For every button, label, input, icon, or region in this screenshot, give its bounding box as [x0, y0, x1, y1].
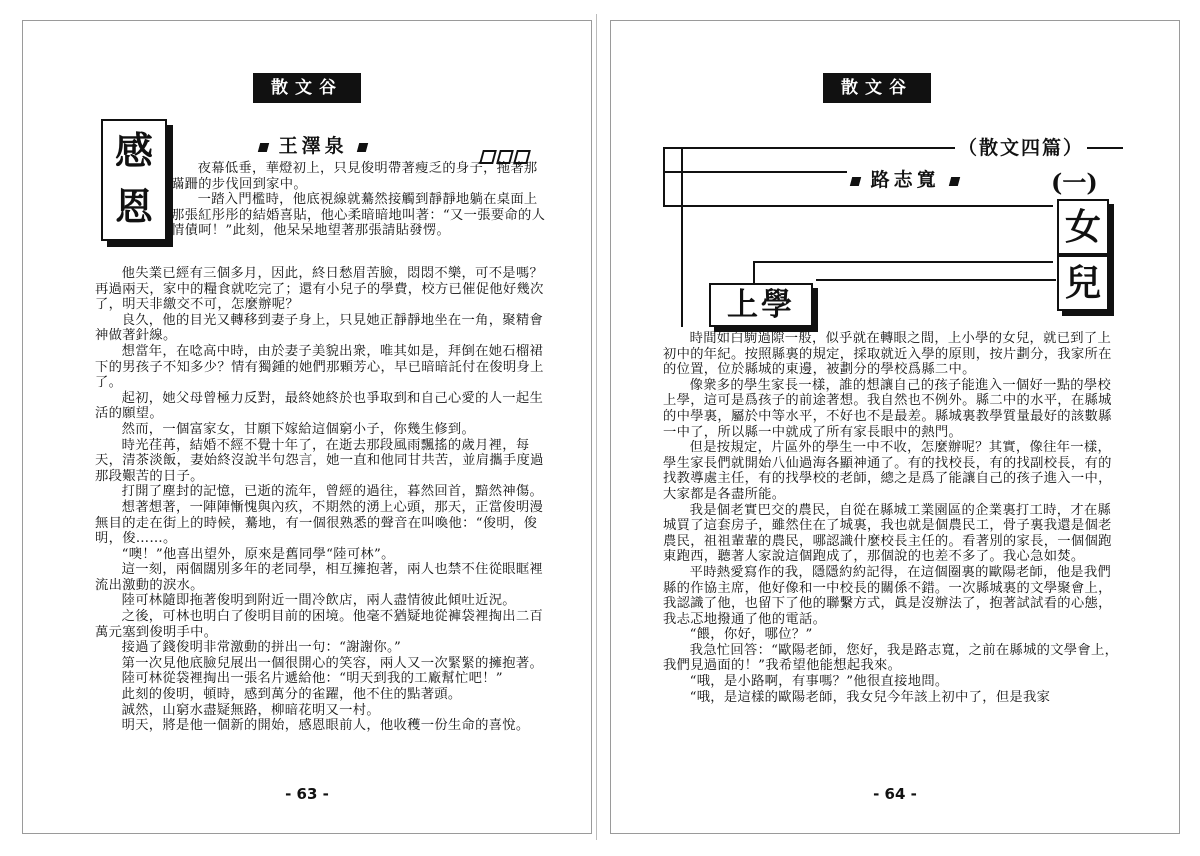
paragraph: 我急忙回答：“歐陽老師，您好，我是路志寬，之前在縣城的文學會上，我們見過面的！”我希望他能想起我來。 — [663, 642, 1119, 674]
paragraph: 之後，可林也明白了俊明目前的困境。他毫不猶疑地從褲袋裡掏出二百萬元塞到俊明手中。 — [95, 609, 544, 640]
author-line — [847, 165, 963, 192]
paragraph: 我是個老實巴交的農民，自從在縣城工業園區的企業裏打工時，才在縣城買了這套房子，雖然住在了城裏，我也就是個農民工，骨子裏我還是個老農民，祖祖輩輩的農民，哪認識什麼校長主任的。看著別的家長，一個個跑東跑西，聽著人家說這個跑成了，那個說的也差不多了。我心急如焚。 — [663, 502, 1112, 565]
paragraph: 接過了錢俊明非常激動的拼出一句：“謝謝你。” — [121, 640, 402, 656]
paragraph: 然而，一個富家女，甘願下嫁給這個窮小子，你幾生修到。 — [121, 421, 476, 437]
paragraph: “哦，是小路啊，有事嗎？”他很直接地問。 — [689, 674, 949, 690]
square-bullet-icon — [850, 177, 861, 186]
paragraph: 這一刻，兩個闊別多年的老同學，相互擁抱著，兩人也禁不住從眼眶裡流出激動的淚水。 — [95, 562, 544, 593]
square-bullet-icon — [258, 143, 269, 152]
author-line — [259, 131, 367, 158]
paragraph: 他失業已經有三個多月，因此，終日愁眉苦臉，悶悶不樂，可不是嗎？再過兩天，家中的糧食就吃完了；還有小兒子的學費，校方已催促他好幾次了，明天非繳交不可，怎麼辦呢？ — [95, 266, 544, 313]
paragraph: 打開了塵封的記憶，已逝的流年，曾經的過往，暮然回首，黯然神傷。 — [121, 484, 544, 500]
paragraph: 夜幕低垂，華燈初上，只見俊明帶著瘦乏的身子，拖著那蹣跚的步伐回到家中。 — [171, 161, 538, 192]
page-number: - 63 - — [285, 785, 329, 803]
paragraph: 陸可林隨即拖著俊明到附近一間冷飲店，兩人盡情彼此傾吐近況。 — [121, 593, 516, 609]
paragraph: 第一次見他底臉兒展出一個很開心的笑容，兩人又一次緊緊的擁抱著。 — [121, 655, 544, 671]
part-number: (一) — [1051, 168, 1098, 197]
paragraph: 時光荏苒，結婚不經不覺十年了，在逝去那段風雨飄搖的歲月裡，每天，清茶淡飯，妻始終沒說半句怨言，她一直和他同甘共苦，並肩攜手度過那段艱苦的日子。 — [95, 437, 544, 484]
paragraph: 良久，他的目光又轉移到妻子身上，只見她正靜靜地坐在一角，聚精會神做著針線。 — [95, 312, 544, 344]
page-number: - 64 - — [873, 785, 917, 803]
spine-gutter — [596, 14, 597, 840]
paragraph: 此刻的俊明，頓時，感到萬分的雀躍，他不住的點著頭。 — [121, 687, 462, 703]
paragraph: 陸可林從袋裡掏出一張名片遞給他：“明天到我的工廠幫忙吧！” — [121, 671, 503, 687]
section-badge: 散文谷 — [253, 73, 361, 103]
title-rule — [816, 279, 1056, 281]
paragraph: 想當年，在唸高中時，由於妻子美貌出衆，唯其如是，拜倒在她石榴裙下的男孩子不知多少？情有獨鍾的她們那顆芳心，早已暗暗託付在俊明身上了。 — [95, 343, 544, 391]
paragraph: 起初，她父母曾極力反對，最終她終於也爭取到和自己心愛的人一起生活的願望。 — [95, 390, 544, 422]
author-name: 王澤泉 — [278, 135, 348, 157]
title-rule — [753, 261, 1053, 263]
title-rule — [681, 147, 683, 327]
title-char-1: 感 — [114, 128, 153, 173]
title-char-2: 恩 — [114, 184, 153, 229]
title-char-box: 兒 — [1057, 255, 1109, 311]
title-word-box: 上學 — [709, 283, 813, 327]
paragraph: 一踏入門檻時，他底視線就驀然接觸到靜靜地躺在桌面上那張紅彤彤的結婚喜貼，他心柔暗暗地叫著：“又一張要命的人情債呵！”此刻，他呆呆地望著那張請貼發愣。 — [171, 192, 546, 239]
square-bullet-icon — [949, 177, 960, 186]
paragraph: 平時熱愛寫作的我，隱隱約約記得，在這個圈裏的歐陽老師，他是我們縣的作協主席，他好像和一中校長的關係不錯。一次縣城裏的文學聚會上，我認識了他，也留下了他的聯繫方式，眞是沒辦法了，抱著試試看的心態，我忐忑地撥通了他的電話。 — [663, 564, 1112, 627]
paragraph: “噢！”他喜出望外，原來是舊同學“陸可林”。 — [121, 546, 395, 562]
square-bullet-icon — [357, 143, 368, 152]
paragraph: 誠然，山窮水盡疑無路，柳暗花明又一村。 — [121, 702, 380, 718]
left-page — [22, 20, 592, 834]
intro-text — [171, 161, 551, 239]
section-badge: 散文谷 — [823, 73, 931, 103]
paragraph: “哦，是這樣的歐陽老師，我女兒今年該上初中了，但是我家 — [689, 689, 1051, 705]
right-page — [610, 20, 1180, 834]
paragraph: 時間如白駒過隙一般，似乎就在轉眼之間，上小學的女兒，就已到了上初中的年紀。按照縣裏的規定，採取就近入學的原則，按片劃分，我家所在的位置，位於縣城的東邊，被劃分的學校爲縣二中。 — [663, 331, 1112, 378]
author-name: 路志寬 — [870, 169, 940, 191]
paragraph: 像衆多的學生家長一樣，誰的想讓自己的孩子能進入一個好一點的學校上學，這可是爲孩子的前途著想。我自然也不例外。縣二中的水平，在縣城的中學裏，屬於中等水平，不好也不是最差。縣城裏教學質量最好的該數縣一中了，所以縣一中就成了所有家長眼中的熱門。 — [663, 377, 1112, 440]
body-text — [663, 331, 1121, 705]
paragraph: 明天，將是他一個新的開始，感恩眼前人，他收穫一份生命的喜悅。 — [121, 718, 530, 734]
title-char-box: 女 — [1057, 199, 1109, 255]
title-box — [101, 119, 167, 241]
title-rule — [663, 147, 665, 207]
series-title: （散文四篇） — [955, 133, 1087, 160]
paragraph: 但是按規定，片區外的學生一中不收，怎麼辦呢？其實，像往年一樣，學生家長們就開始八仙過海各顯神通了。有的找校長，有的找副校長，有的找教導處主任，有的找學校的老師，總之是爲了能讓自己的孩子進入一中，大家都是各盡所能。 — [663, 440, 1112, 502]
paragraph: “餵，你好，哪位？” — [689, 627, 813, 643]
paragraph: 想著想著，一陣陣慚愧與內疚，不期然的湧上心頭，那天，正當俊明漫無目的走在街上的時候，驀地，有一個很熟悉的聲音在叫喚他：“俊明，俊明，俊……。 — [95, 499, 544, 547]
body-text — [95, 266, 552, 734]
title-rule — [663, 205, 1053, 207]
